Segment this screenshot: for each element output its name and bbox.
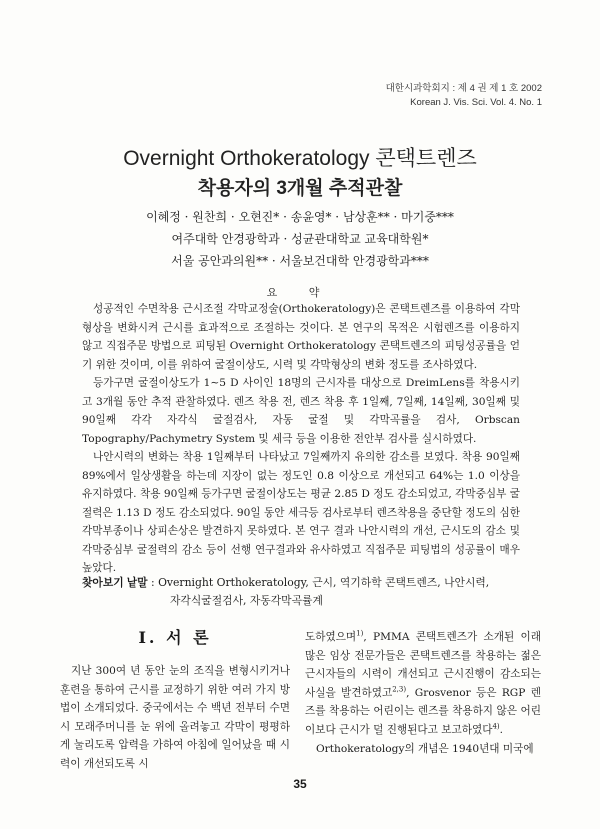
keywords-line-2: 자각식굴절검사, 자동각막곡률계	[170, 594, 323, 607]
intro-paragraph-1: 지난 300여 년 동안 눈의 조직을 변형시키거나 훈련을 통하여 근시를 교정하기 위한 여러 가지 방법이 소개되었다. 중국에서는 수 백년 전부터 수면 시 모래주머니를 눈 위에 올려놓고 각막이 평평하게 눌리도록 압력을 가하여 아침에 일어났을 때 시력이 개선되도록 시	[60, 665, 290, 770]
intro-text-d: .	[499, 723, 504, 736]
intro-text-c: , Grosvenor 등은 RGP 렌즈를 착용하는 어린이는 렌즈를 착용하지 않은 어린이보다 근시가 덜 진행된다고 보고하였다	[305, 686, 541, 736]
title-line-1: Overnight Orthokeratology 콘택트렌즈	[123, 147, 477, 170]
title-line-2: 착용자의 3개월 추적관찰	[197, 178, 403, 199]
abstract-paragraph-2: 등가구면 굴절이상도가 1∼5 D 사이인 18명의 근시자를 대상으로 DreimLens를 착용시키고 3개월 동안 추적 관찰하였다. 렌즈 착용 전, 렌즈 착용 후 1일째, 7일째, 14일째, 30일째 및 90일째 각각 자각식 굴절검사, 자동 굴절 및 각막곡률을 검사, Orbscan Topography/Pachymetry System 및 세극 등을 이용한 전안부 검사를 실시하였다.	[82, 377, 520, 445]
affiliation-1: 여주대학 안경광학과 · 성균관대학교 교육대학원*	[171, 232, 429, 246]
intro-paragraph-2: Orthokeratology의 개념은 1940년대 미국에	[316, 742, 534, 755]
journal-header-english: Korean J. Vis. Sci. Vol. 4. No. 1	[410, 97, 542, 108]
abstract-heading: 요 약	[266, 286, 334, 299]
citation-4: 4)	[492, 722, 500, 731]
journal-header-korean: 대한시과학회지 : 제 4 권 제 1 호 2002	[385, 83, 542, 94]
citation-2-3: 2,3)	[392, 685, 407, 694]
abstract-paragraph-3: 나안시력의 변화는 착용 1일째부터 나타났고 7일째까지 유의한 감소를 보였다. 착용 90일째 89%에서 일상생활을 하는데 지장이 없는 정도인 0.8 이상으로 개선되고 64%는 1.0 이상을 유지하였다. 착용 90일째 등가구면 굴절이상도는 평균 2.85 D 정도 감소되었고, 각막중심부 굴절력은 1.13 D 정도 감소되었다. 90일 동안 세극등 검사로부터 렌즈착용을 중단할 정도의 심한 각막부종이나 상피손상은 발견하지 못하였다. 본 연구 결과 나안시력의 개선, 근시도의 감소 및 각막중심부 굴절력의 감소 등이 선행 연구결과와 유사하였고 직접주문 피팅법의 성공률이 매우 높았다.	[82, 451, 520, 574]
keywords	[82, 574, 522, 610]
citation-1: 1)	[356, 629, 364, 638]
keywords-label: 찾아보기 낱말	[82, 577, 148, 589]
intro-text-b: , PMMA 콘택트렌즈가 소개된 이래 많은 임상 전문가들은 콘택트렌즈를 착용하는 젊은 근시자들의 시력이 개선되고 근시진행이 감소되는 사실을 발견하였고	[305, 631, 541, 699]
section-heading-introduction: Ⅰ. 서 론	[138, 628, 212, 647]
intro-text-a: 도하였으며	[305, 631, 357, 643]
abstract-paragraph-1: 성공적인 수면착용 근시조절 각막교정술(Orthokeratology)은 콘택트렌즈를 이용하여 각막형상을 변화시켜 근시를 효과적으로 조절하는 것이다. 본 연구의 목적은 시험렌즈를 이용하지 않고 직접주문 방법으로 피팅된 Overnight Orthokeratology 콘택트렌즈의 피팅성공률을 얻기 위한 것이며, 이를 위하여 굴절이상도, 시력 및 각막형상의 변화 정도를 조사하였다.	[82, 303, 520, 371]
affiliation-2: 서울 공안과의원** · 서울보건대학 안경광학과***	[171, 254, 429, 268]
page-number: 35	[293, 777, 307, 791]
keywords-line-1: : Overnight Orthokeratology, 근시, 역기하학 콘택트렌즈, 나안시력,	[151, 576, 490, 589]
body-column-right	[305, 628, 541, 758]
abstract	[82, 300, 520, 578]
author-names: 이혜정 · 원찬희 · 오현진* · 송윤영* · 남상훈** · 마기중***	[146, 210, 454, 224]
intro-paragraph-1-continued	[305, 628, 541, 740]
authors-block	[0, 206, 600, 272]
body-column-left	[60, 662, 290, 774]
journal-header	[386, 82, 542, 110]
